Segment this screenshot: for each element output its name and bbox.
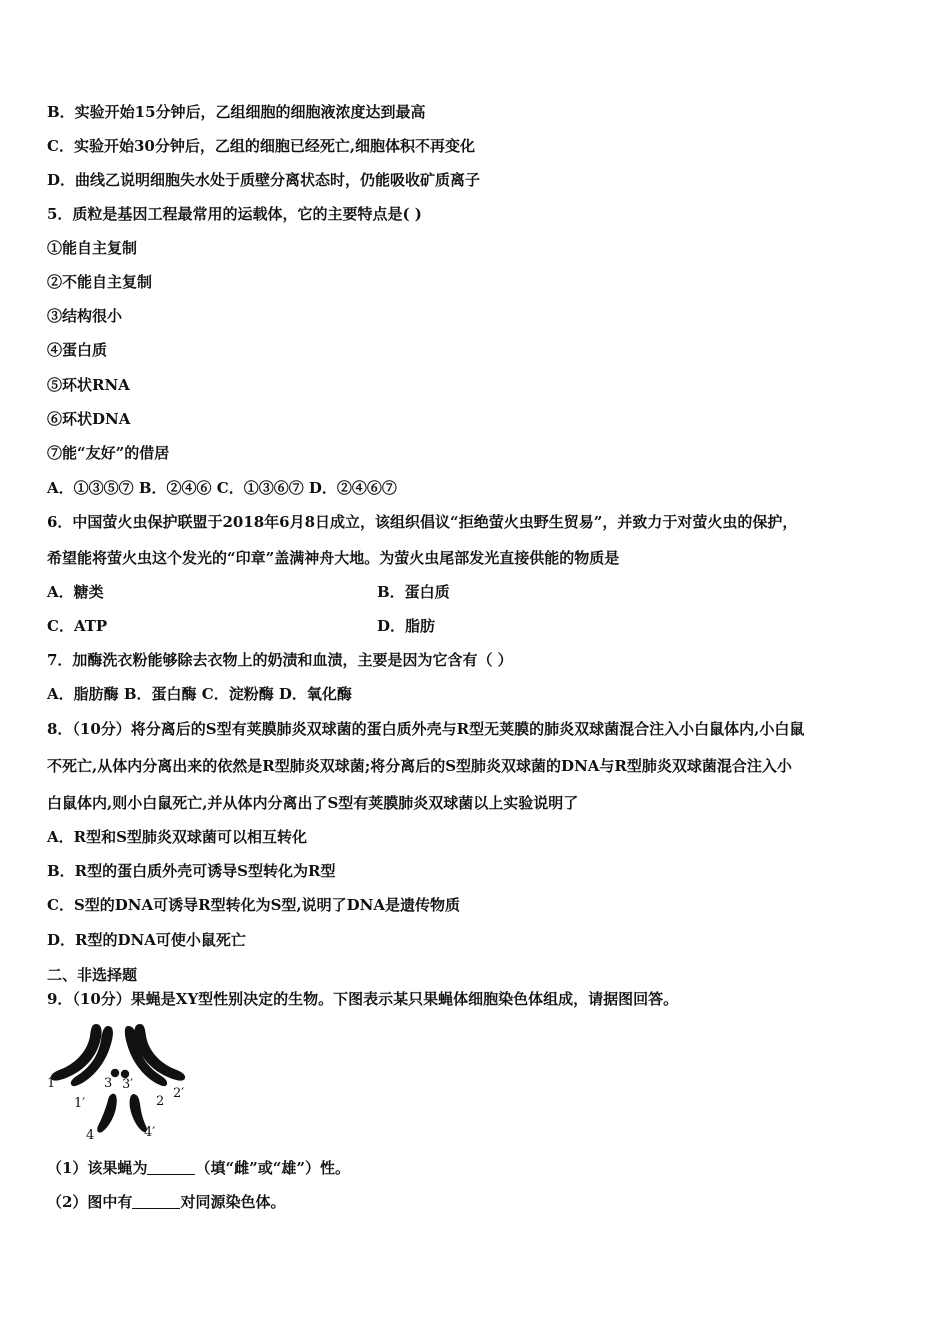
q6-option-c: C．ATP: [47, 617, 108, 635]
answer-blank-1[interactable]: [147, 1160, 195, 1175]
q8-option-c: C．S型的DNA可诱导R型转化为S型,说明了DNA是遗传物质: [47, 896, 461, 914]
q9-sub1-suffix: （填“雌”或“雄”）性。: [195, 1159, 350, 1177]
q5-item-5: ⑤环状RNA: [47, 376, 130, 394]
q5-item-4: ④蛋白质: [47, 341, 108, 359]
q9-sub2: [47, 1192, 285, 1212]
q5-item-6: ⑥环状DNA: [47, 410, 131, 428]
q8-stem-line3: 白鼠体内,则小白鼠死亡,并从体内分离出了S型有荚膜肺炎双球菌以上实验说明了: [47, 794, 579, 812]
figure-label-4: 4: [86, 1128, 95, 1143]
q9-sub1-prefix: （1）该果蝇为: [47, 1159, 148, 1177]
q4-option-d: D．曲线乙说明细胞失水处于质壁分离状态时，仍能吸收矿质离子: [47, 171, 481, 189]
q9-sub2-suffix: 对同源染色体。: [180, 1193, 286, 1211]
q8-stem-line2: 不死亡,从体内分离出来的依然是R型肺炎双球菌;将分离后的S型肺炎双球菌的DNA与R型肺炎双球菌混合注入小: [47, 757, 792, 775]
q4-option-b: B．实验开始15分钟后，乙组细胞的细胞液浓度达到最高: [47, 103, 426, 121]
q5-options: A．①③⑤⑦ B．②④⑥ C．①③⑥⑦ D．②④⑥⑦: [47, 479, 397, 497]
q4-option-c: C．实验开始30分钟后，乙组的细胞已经死亡,细胞体积不再变化: [47, 137, 476, 155]
answer-blank-2[interactable]: [132, 1194, 180, 1209]
figure-label-4-prime: 4′: [144, 1125, 156, 1140]
q8-option-d: D．R型的DNA可使小鼠死亡: [47, 931, 246, 949]
figure-label-3-prime: 3′: [122, 1077, 134, 1092]
figure-label-2: 2: [156, 1094, 165, 1109]
q6-option-d: D．脂肪: [377, 617, 436, 635]
q5-item-2: ②不能自主复制: [47, 273, 153, 291]
figure-label-2-prime: 2′: [173, 1086, 185, 1101]
q8-option-a: A．R型和S型肺炎双球菌可以相互转化: [47, 828, 307, 846]
chromosome-2-prime: [134, 1024, 185, 1081]
q7-stem: 7．加酶洗衣粉能够除去衣物上的奶渍和血渍，主要是因为它含有（ ）: [47, 651, 513, 669]
figure-label-3: 3: [104, 1076, 113, 1091]
q8-stem-line1: 8．（10分）将分离后的S型有荚膜肺炎双球菌的蛋白质外壳与R型无荚膜的肺炎双球菌混合注入小白鼠体内,小白鼠: [47, 720, 805, 738]
q5-item-7: ⑦能“友好”的借居: [47, 444, 170, 462]
figure-label-1-prime: 1′: [74, 1096, 86, 1111]
section-title: 二、非选择题: [47, 966, 138, 984]
q6-option-a: A．糖类: [47, 583, 104, 601]
q5-item-1: ①能自主复制: [47, 239, 138, 257]
chromosome-4: [97, 1094, 117, 1133]
q9-sub1: [47, 1158, 350, 1178]
figure-label-1: 1: [47, 1076, 56, 1091]
q7-options: A．脂肪酶 B．蛋白酶 C．淀粉酶 D．氧化酶: [47, 685, 352, 703]
chromosome-figure: [44, 1018, 194, 1146]
q5-stem: 5．质粒是基因工程最常用的运载体，它的主要特点是( ): [47, 205, 422, 223]
q9-stem: 9．（10分）果蝇是XY型性别决定的生物。下图表示某只果蝇体细胞染色体组成，请据图回答。: [47, 990, 679, 1008]
q6-option-b: B．蛋白质: [377, 583, 450, 601]
q6-stem-line1: 6．中国萤火虫保护联盟于2018年6月8日成立，该组织倡议“拒绝萤火虫野生贸易”，并致力于对萤火虫的保护，: [47, 513, 798, 531]
q8-option-b: B．R型的蛋白质外壳可诱导S型转化为R型: [47, 862, 336, 880]
q9-sub2-prefix: （2）图中有: [47, 1193, 133, 1211]
q5-item-3: ③结构很小: [47, 307, 123, 325]
q6-stem-line2: 希望能将萤火虫这个发光的“印章”盖满神舟大地。为萤火虫尾部发光直接供能的物质是: [47, 549, 620, 567]
